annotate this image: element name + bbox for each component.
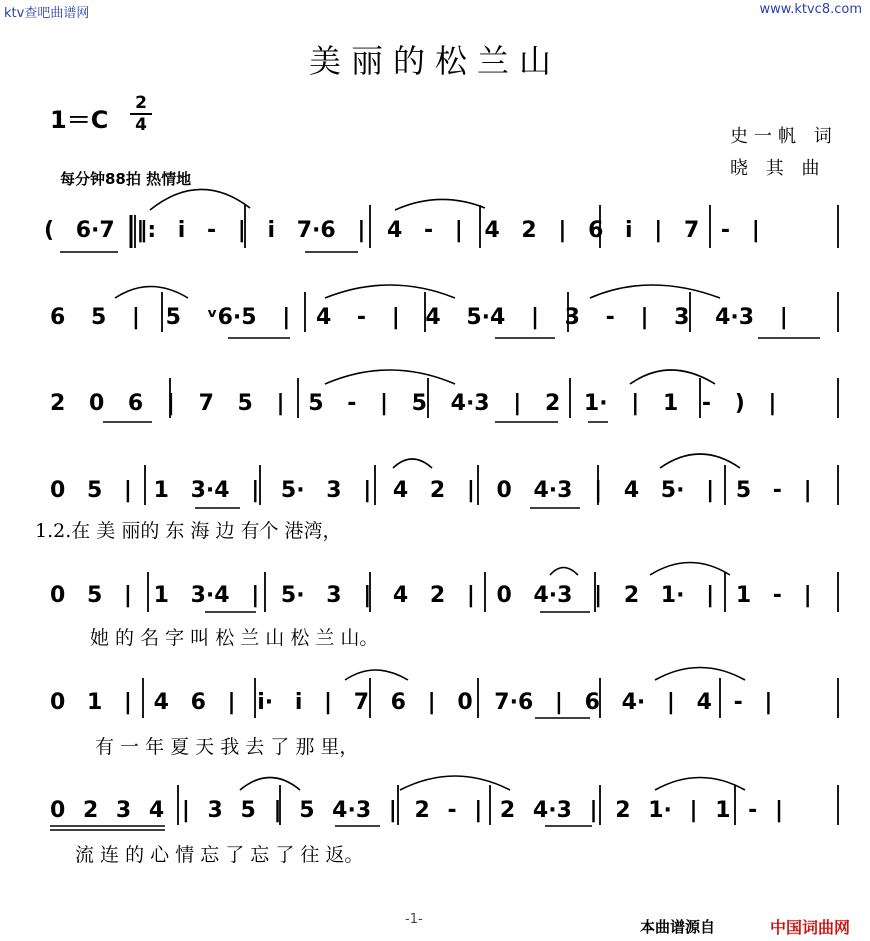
footer-source: 本曲谱源自 — [640, 918, 716, 936]
tempo-marking: 每分钟88拍 热情地 — [60, 170, 192, 188]
slur — [630, 370, 715, 384]
score-row-7: 0 2 3 4 | 3 5 | 5 4·3 | 2 - | 2 4·3 | 2 1· | 1 - | — [50, 798, 784, 823]
slur — [550, 568, 578, 576]
lyric-row-7: 流 连 的 心 情 忘 了 忘 了 往 返。 — [75, 844, 364, 866]
meter-bottom: 4 — [135, 115, 147, 135]
slur — [660, 454, 740, 468]
footer-site-link[interactable]: 中国词曲网 — [770, 918, 851, 937]
watermark-right: www.ktvc8.com — [759, 2, 862, 17]
score-row-2: 6 5 | 5 ᵛ6·5 | 4 - | 4 5·4 | 3 - | 3 4·3 | — [50, 305, 788, 330]
composer-credit: 晓 其 曲 — [730, 158, 826, 179]
watermark-left: ktv查吧曲谱网 — [4, 6, 90, 21]
slur — [325, 370, 455, 384]
slur — [400, 776, 510, 790]
slur — [345, 670, 408, 680]
slur — [325, 285, 455, 298]
page-number: -1- — [405, 912, 423, 927]
slur — [650, 563, 730, 576]
lyricist-credit: 史一帆 词 — [730, 126, 838, 147]
slur — [115, 287, 188, 299]
slur — [393, 459, 432, 468]
lyric-row-5: 她 的 名 字 叫 松 兰 山 松 兰 山。 — [90, 627, 379, 649]
slur — [150, 189, 250, 210]
score-row-1: ( 6·7 ‖: i - | i 7·6 | 4 - | 4 2 | 6 i | 7 - | — [44, 218, 760, 243]
score-row-4: 0 5 | 1 3·4 | 5· 3 | 4 2 | 0 4·3 | 4 5· | 5 - | — [50, 478, 812, 503]
score-row-3: 2 0 6 | 7 5 | 5 - | 5 4·3 | 2 1· | 1 - ) | — [50, 391, 777, 416]
score-row-5: 0 5 | 1 3·4 | 5· 3 | 4 2 | 0 4·3 | 2 1· | 1 - | — [50, 583, 812, 608]
slur — [395, 199, 485, 210]
song-title: 美丽的松兰山 — [308, 42, 561, 80]
slur — [655, 668, 745, 681]
lyric-row-4: 1.2.在 美 丽的 东 海 边 有个 港湾， — [35, 520, 342, 542]
lyric-row-6: 有 一 年 夏 天 我 去 了 那 里， — [95, 736, 359, 758]
slur — [240, 778, 300, 791]
score-row-6: 0 1 | 4 6 | i· i | 7 6 | 0 7·6 | 6 4· | 4 - | — [50, 690, 773, 715]
slur — [590, 285, 720, 298]
meter-top: 2 — [135, 93, 147, 113]
key-signature: 1＝C — [50, 106, 109, 134]
slur — [655, 778, 745, 791]
